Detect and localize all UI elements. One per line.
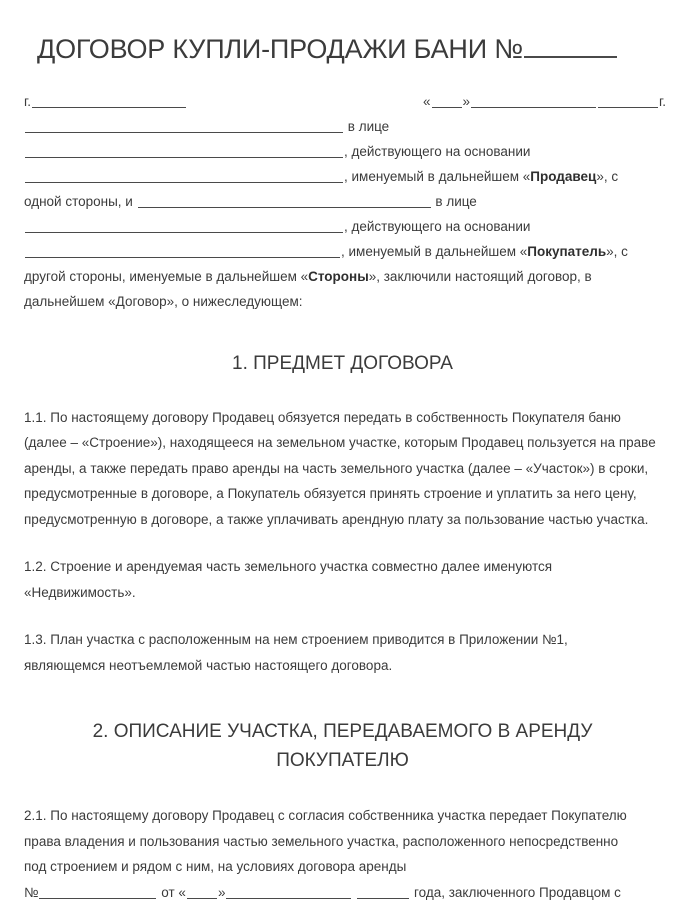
title-number-blank[interactable]	[524, 31, 617, 58]
page-title-text: ДОГОВОР КУПЛИ-ПРОДАЖИ БАНИ №	[37, 33, 523, 64]
parties-term: Стороны	[308, 268, 369, 284]
clause-2-1-lease-line	[24, 885, 621, 900]
seller-term-post: », с	[596, 168, 619, 184]
buyer-basis-row	[24, 214, 661, 239]
seller-basis-row	[24, 139, 661, 164]
lease-number-blank[interactable]	[39, 885, 156, 898]
month-blank[interactable]	[471, 94, 596, 107]
buyer-basis-label: , действующего на основании	[344, 218, 531, 234]
city-label: г.	[24, 93, 32, 109]
buyer-basis-blank[interactable]	[25, 244, 340, 257]
lease-from-label: от	[161, 884, 175, 900]
lease-day-blank[interactable]	[187, 885, 217, 898]
seller-term-pre: , именуемый в дальнейшем «	[344, 168, 531, 184]
buyer-intro-row	[24, 189, 661, 214]
seller-basis-blank[interactable]	[25, 169, 343, 182]
date-group	[423, 89, 666, 114]
buyer-term-pre: , именуемый в дальнейшем «	[341, 243, 528, 259]
page-title	[24, 0, 661, 66]
clause-2-1	[24, 803, 644, 905]
year-suffix: г.	[659, 93, 667, 109]
seller-term: Продавец	[530, 168, 597, 184]
clause-2-1-body: 2.1. По настоящему договору Продавец с согласия собственника участка передает Покупателю права владения и пользования частью земельного участка, расположенного непосредственно под строением и рядом с ним, на условиях договора аренды	[24, 808, 627, 875]
city-and-date-row	[24, 89, 667, 114]
lease-number-symbol: №	[24, 884, 39, 900]
seller-basis-label: , действующего на основании	[344, 143, 531, 159]
lease-quote-open: «	[178, 884, 186, 900]
lease-year-tail: года, заключенного Продавцом с	[413, 884, 621, 900]
buyer-name-blank[interactable]	[138, 194, 431, 207]
date-quote-open: «	[423, 93, 431, 109]
clause-1-2: 1.2. Строение и арендуемая часть земельного участка совместно далее именуются «Недвижимость».	[24, 559, 553, 600]
agreement-term-text: дальнейшем «Договор», о нижеследующем:	[24, 293, 303, 309]
section-heading-2-line-2: ПОКУПАТЕЛЮ	[276, 750, 409, 772]
buyer-term-post: », с	[606, 243, 628, 259]
section-heading-2-line-1: 2. ОПИСАНИЕ УЧАСТКА, ПЕРЕДАВАЕМОГО В АРЕНДУ	[92, 721, 593, 743]
buyer-representative-blank[interactable]	[25, 219, 343, 232]
buyer-term-row	[24, 239, 661, 264]
section-heading-1: 1. ПРЕДМЕТ ДОГОВОРА	[232, 352, 453, 374]
agreement-term-row	[24, 289, 661, 314]
date-quote-close: »	[462, 93, 471, 109]
parties-header-block	[24, 89, 667, 314]
parties-term-row	[24, 264, 661, 289]
seller-in-person-label: в лице	[347, 118, 390, 134]
seller-representative-blank[interactable]	[25, 144, 343, 157]
day-blank[interactable]	[432, 94, 462, 107]
buyer-in-person-label: в лице	[435, 193, 477, 209]
parties-term-post: », заключили настоящий договор, в	[368, 268, 592, 284]
seller-name-blank[interactable]	[25, 119, 343, 132]
lease-year-blank[interactable]	[357, 885, 409, 898]
year-blank[interactable]	[598, 94, 658, 107]
seller-term-row	[24, 164, 661, 189]
one-party-label: одной стороны, и	[24, 193, 133, 209]
seller-representative-row	[24, 114, 661, 139]
city-blank[interactable]	[32, 94, 186, 107]
clause-1-3: 1.3. План участка с расположенным на нем строением приводится в Приложении №1, являющемся неотъемлемой частью настоящего договора.	[24, 632, 568, 673]
lease-quote-close: »	[217, 884, 226, 900]
lease-month-blank[interactable]	[226, 885, 351, 898]
buyer-term: Покупатель	[527, 243, 607, 259]
parties-term-pre: другой стороны, именуемые в дальнейшем «	[24, 268, 309, 284]
clause-1-1: 1.1. По настоящему договору Продавец обязуется передать в собственность Покупателя баню (далее – «Строение»), находящееся на земельном участке, которым Продавец пользуется на праве аренды, а также передать право аренды на часть земельного участка (далее – «Участок») в сроки, предусмотренные в договоре, а Покупатель обязуется принять строение и уплатить за него цену, предусмотренную в договоре, а также уплачивать арендную плату за пользование частью участка.	[24, 409, 656, 527]
